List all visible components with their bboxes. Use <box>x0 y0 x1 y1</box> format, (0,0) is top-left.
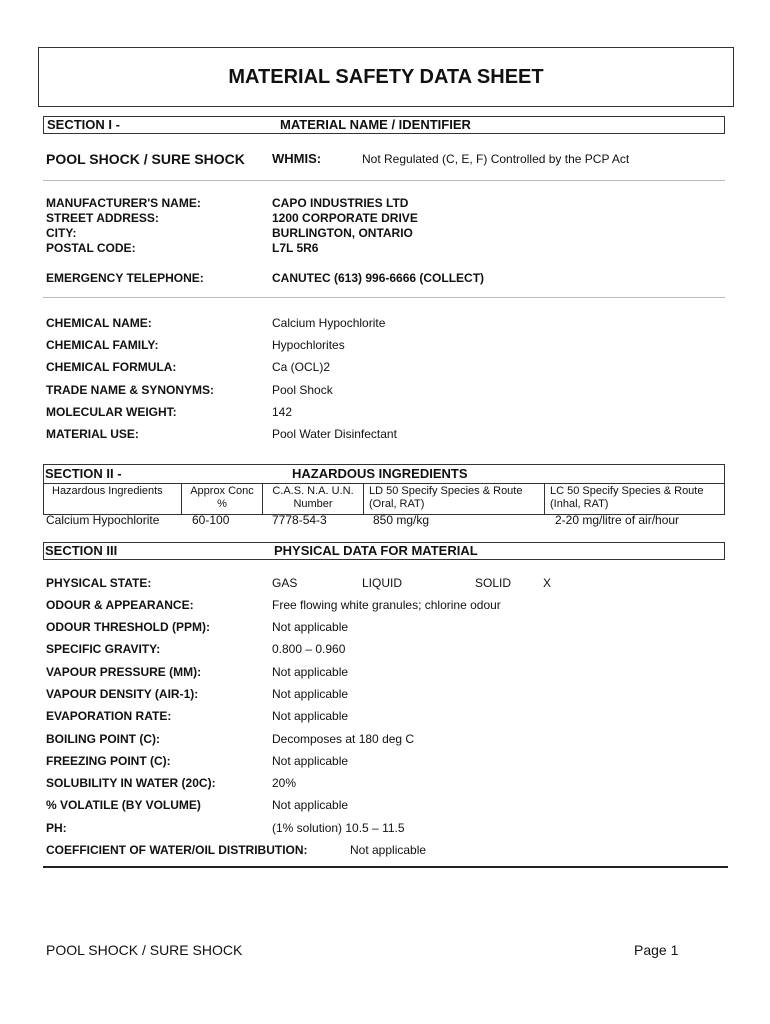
ph-label: PH: <box>46 821 67 835</box>
molecular-weight-label: MOLECULAR WEIGHT: <box>46 405 177 419</box>
col-lc50-header: LC 50 Specify Species & Route (Inhal, RAT) <box>550 485 704 510</box>
chemical-name-label: CHEMICAL NAME: <box>46 316 152 330</box>
boiling-point-value: Decomposes at 180 deg C <box>272 732 415 746</box>
emergency-value: CANUTEC (613) 996-6666 (COLLECT) <box>272 271 485 285</box>
freezing-point-value: Not applicable <box>272 754 349 768</box>
state-gas: GAS <box>272 576 298 590</box>
state-solid: SOLID <box>475 576 512 590</box>
odour-threshold-value: Not applicable <box>272 620 349 634</box>
evaporation-rate-label: EVAPORATION RATE: <box>46 709 172 723</box>
section-2-label: SECTION II - <box>45 466 122 481</box>
city-label: CITY: <box>46 226 77 240</box>
physical-state-label: PHYSICAL STATE: <box>46 576 152 590</box>
material-use-value: Pool Water Disinfectant <box>272 427 397 441</box>
postal-label: POSTAL CODE: <box>46 241 136 255</box>
emergency-label: EMERGENCY TELEPHONE: <box>46 271 204 285</box>
hazard-table-header <box>43 483 725 515</box>
solubility-value: 20% <box>272 776 297 790</box>
page-title: MATERIAL SAFETY DATA SHEET <box>228 66 544 88</box>
section-1-heading: MATERIAL NAME / IDENTIFIER <box>280 117 471 132</box>
chemical-formula-label: CHEMICAL FORMULA: <box>46 360 177 374</box>
manufacturer-value: CAPO INDUSTRIES LTD <box>272 196 409 210</box>
odour-appearance-label: ODOUR & APPEARANCE: <box>46 598 194 612</box>
vapour-density-label: VAPOUR DENSITY (AIR-1): <box>46 687 199 701</box>
chemical-family-value: Hypochlorites <box>272 338 345 352</box>
col-conc-header: Approx Conc % <box>190 485 254 510</box>
postal-value: L7L 5R6 <box>272 241 319 255</box>
cas-cell: 7778-54-3 <box>272 513 327 527</box>
col-ingredient-header: Hazardous Ingredients <box>52 485 163 497</box>
vapour-pressure-value: Not applicable <box>272 665 349 679</box>
evaporation-rate-value: Not applicable <box>272 709 349 723</box>
odour-appearance-value: Free flowing white granules; chlorine odour <box>272 598 501 612</box>
specific-gravity-value: 0.800 – 0.960 <box>272 642 346 656</box>
chemical-formula-value: Ca (OCL)2 <box>272 360 331 374</box>
chemical-family-label: CHEMICAL FAMILY: <box>46 338 159 352</box>
ph-value: (1% solution) 10.5 – 11.5 <box>272 821 405 835</box>
conc-cell: 60-100 <box>192 513 230 527</box>
section-3-heading: PHYSICAL DATA FOR MATERIAL <box>274 543 478 558</box>
divider <box>43 297 725 298</box>
col-cas-header: C.A.S. N.A. U.N. Number <box>272 485 354 510</box>
material-use-label: MATERIAL USE: <box>46 427 139 441</box>
section-1-header <box>43 116 725 134</box>
trade-name-label: TRADE NAME & SYNONYMS: <box>46 383 215 397</box>
footer-product: POOL SHOCK / SURE SHOCK <box>46 942 243 958</box>
col-ld50-header: LD 50 Specify Species & Route (Oral, RAT) <box>369 485 523 510</box>
trade-name-value: Pool Shock <box>272 383 333 397</box>
state-liquid: LIQUID <box>362 576 403 590</box>
freezing-point-label: FREEZING POINT (C): <box>46 754 171 768</box>
molecular-weight-value: 142 <box>272 405 293 419</box>
coefficient-label: COEFFICIENT OF WATER/OIL DISTRIBUTION: <box>46 843 308 857</box>
whmis-label: WHMIS: <box>272 151 322 166</box>
boiling-point-label: BOILING POINT (C): <box>46 732 160 746</box>
footer-divider <box>43 866 728 868</box>
manufacturer-label: MANUFACTURER'S NAME: <box>46 196 201 210</box>
odour-threshold-label: ODOUR THRESHOLD (PPM): <box>46 620 210 634</box>
whmis-value: Not Regulated (C, E, F) Controlled by the PCP Act <box>362 152 630 166</box>
chemical-name-value: Calcium Hypochlorite <box>272 316 386 330</box>
street-label: STREET ADDRESS: <box>46 211 159 225</box>
city-value: BURLINGTON, ONTARIO <box>272 226 413 240</box>
ld50-cell: 850 mg/kg <box>373 513 430 527</box>
section-2-heading: HAZARDOUS INGREDIENTS <box>292 466 468 481</box>
ingredient-cell: Calcium Hypochlorite <box>46 513 160 527</box>
volatile-value: Not applicable <box>272 798 349 812</box>
lc50-cell: 2-20 mg/litre of air/hour <box>555 513 680 527</box>
volatile-label: % VOLATILE (BY VOLUME) <box>46 798 201 812</box>
section-2-header <box>43 464 725 484</box>
product-name: POOL SHOCK / SURE SHOCK <box>46 151 245 167</box>
section-3-header <box>43 542 725 560</box>
vapour-pressure-label: VAPOUR PRESSURE (MM): <box>46 665 202 679</box>
page-number: Page 1 <box>634 942 679 958</box>
vapour-density-value: Not applicable <box>272 687 349 701</box>
coefficient-value: Not applicable <box>350 843 427 857</box>
solubility-label: SOLUBILITY IN WATER (20C): <box>46 776 216 790</box>
divider <box>43 180 725 181</box>
state-mark: X <box>543 576 552 590</box>
street-value: 1200 CORPORATE DRIVE <box>272 211 418 225</box>
specific-gravity-label: SPECIFIC GRAVITY: <box>46 642 161 656</box>
title-box <box>38 47 734 107</box>
section-1-label: SECTION I - <box>47 117 120 132</box>
section-3-label: SECTION III <box>45 543 118 558</box>
